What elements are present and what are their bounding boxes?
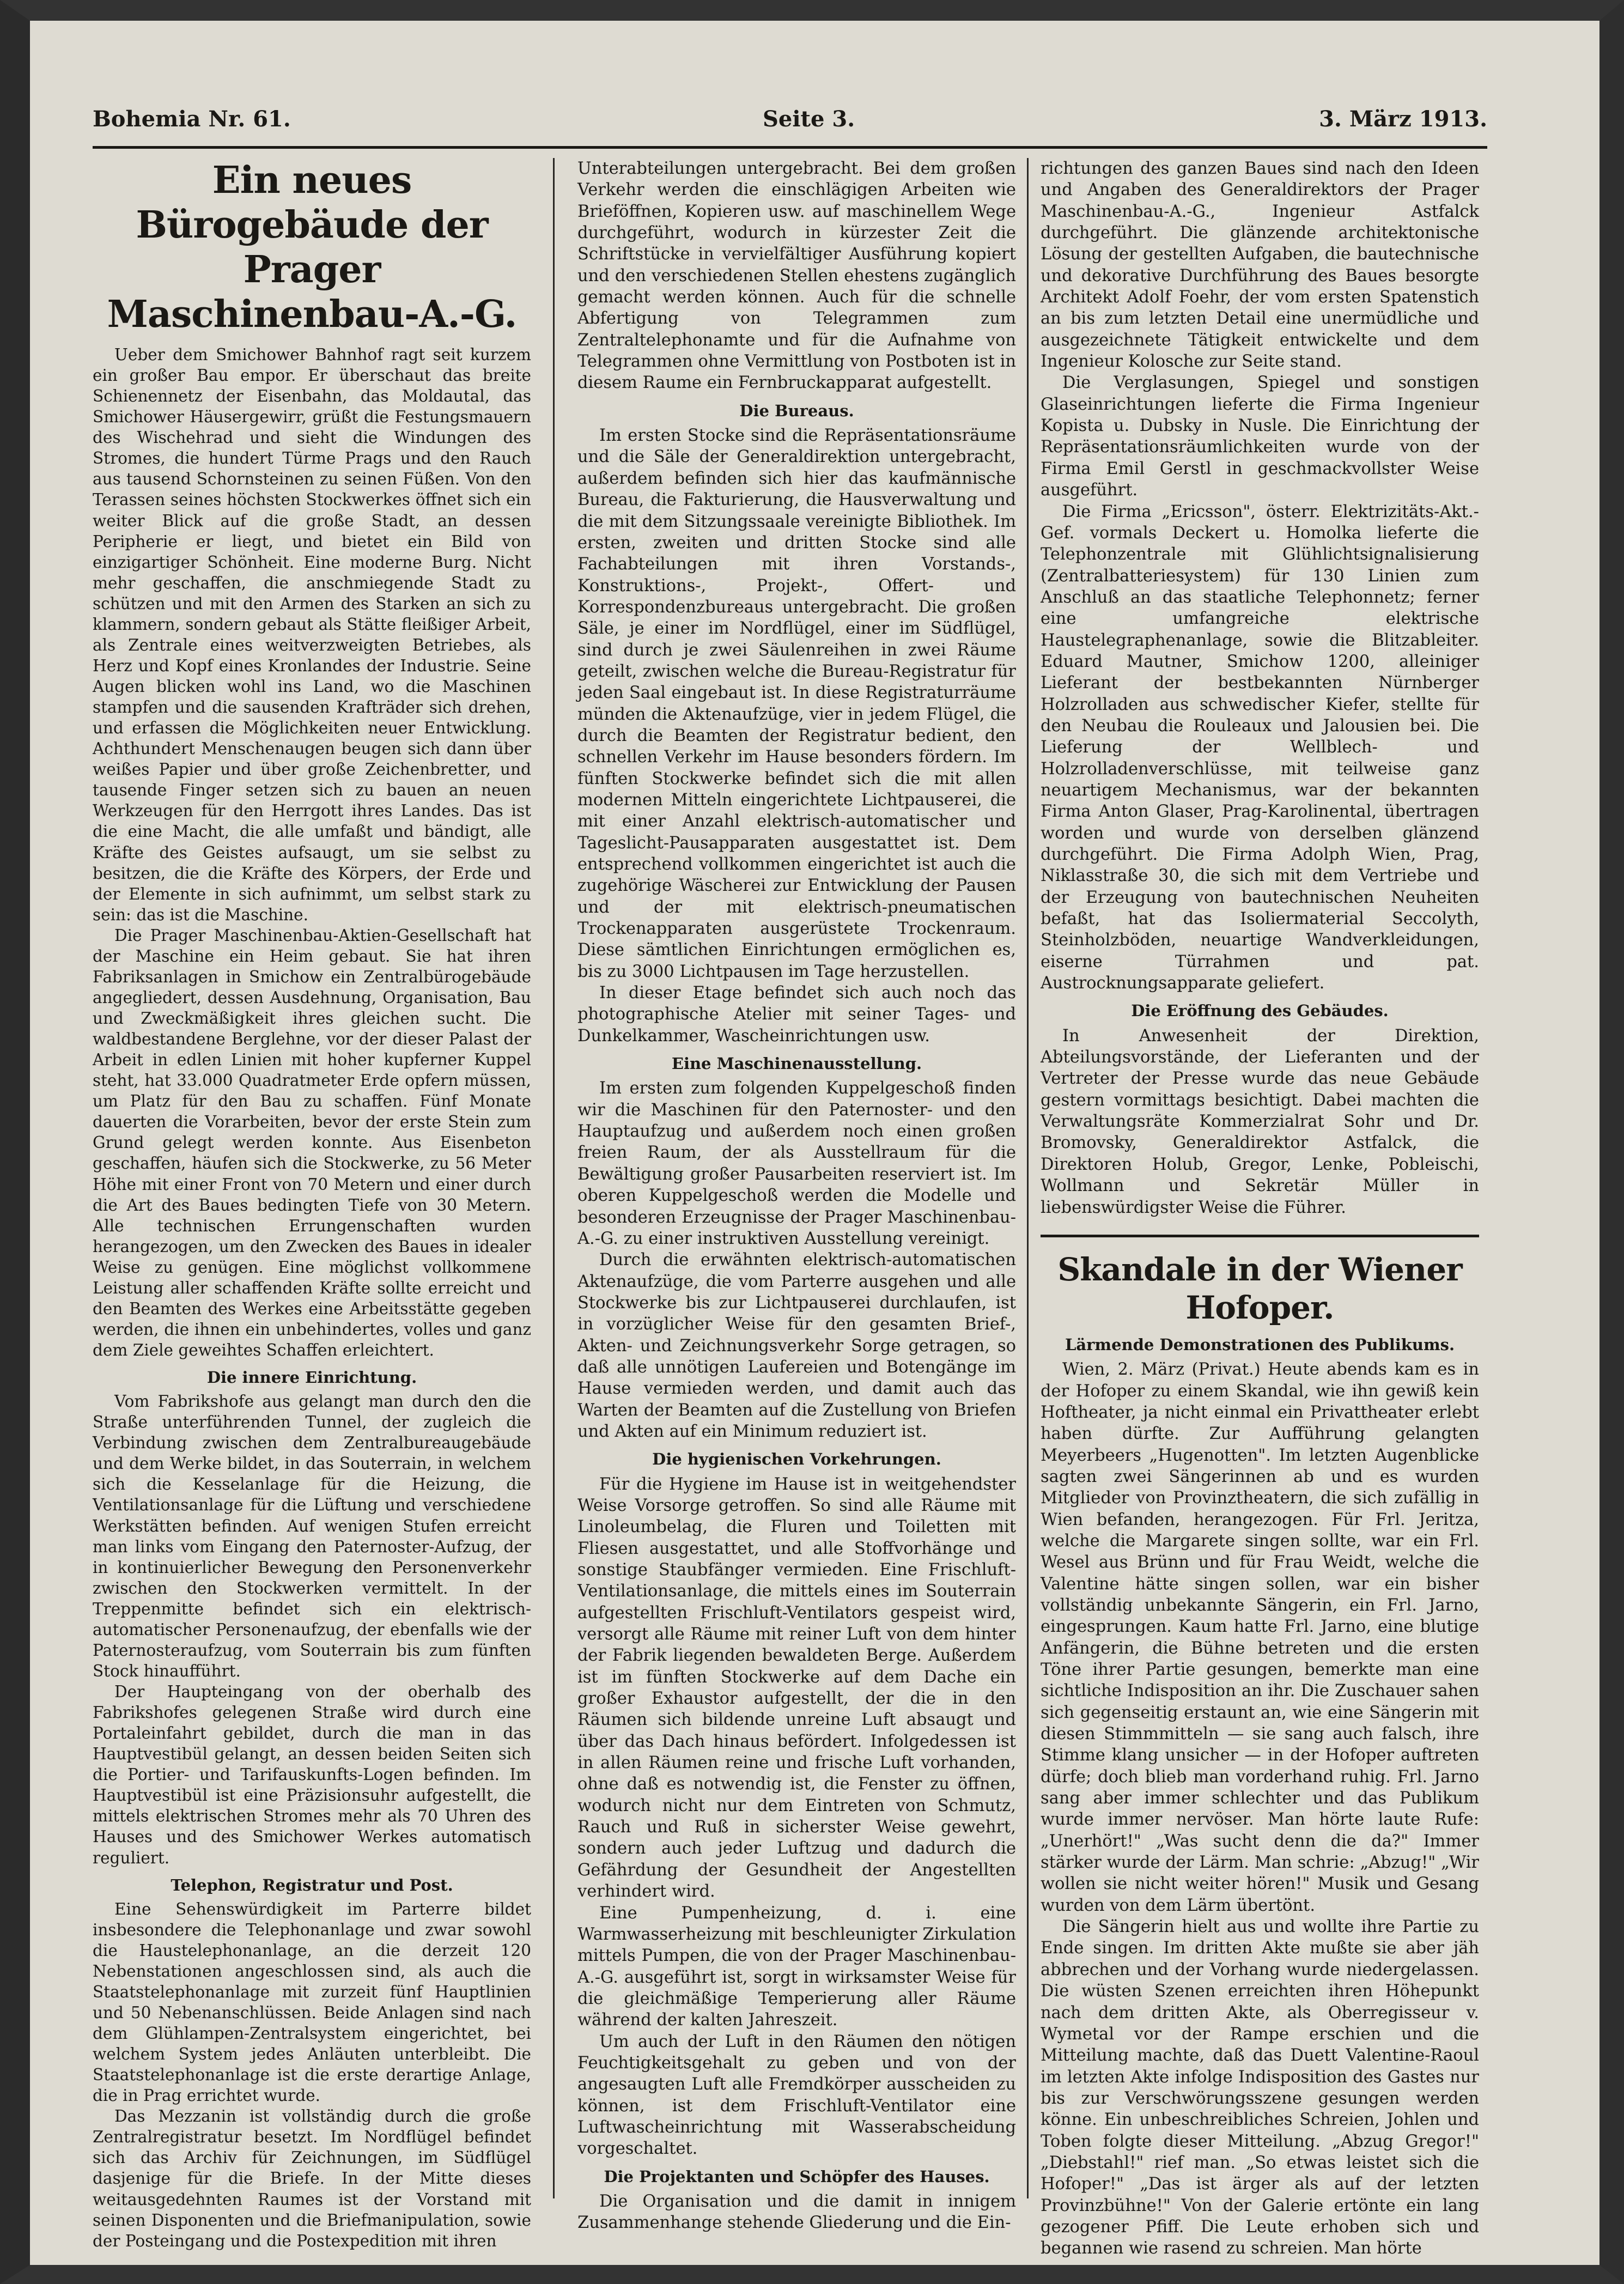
paragraph: In Anwesenheit der Direktion, Abteilungsvorstände, der Lieferanten und der Vertreter der Presse wurde das neue Gebäude gestern vormittags besichtigt. Dabei machten die Verwaltungsräte Kommerzialrat Sohr und Dr. Bromovsky, Generaldirektor Astfalck, die Direktoren Holub, Gregor, Lenke, Pobleischi, Wollmann und Sekretär Müller in liebenswürdigster Weise die Führer. [1041,1026,1479,1217]
paragraph: Eine Pumpenheizung, d. i. eine Warmwasserheizung mit beschleunigter Zirkulation mittels Pumpen, die von der Prager Maschinenbau-A.-G. ausgeführt ist, sorgt in wirksamster Weise für die gleichmäßige Temperierung aller Räume während der kalten Jahreszeit. [577,1903,1016,2030]
paragraph: Die Sängerin hielt aus und wollte ihre Partie zu Ende singen. Im dritten Akte mußte sie aber jäh abbrechen und der Vorhang wurde niedergelassen. Die wüsten Szenen erreichten ihren Höhepunkt nach dem dritten Akte, als Oberregisseur v. Wymetal vor der Rampe erschien und die Mitteilung machte, daß das Duett Valentine-Raoul im letzten Akte infolge Indisposition des Gastes nur bis zur Verschwörungsszene gesungen werden könne. Ein unbeschreibliches Schreien, Johlen und Toben folgte dieser Mitteilung. „Abzug Gregor!" „Diebstahl!" rief man. „So etwas leistet sich die Hofoper!" „Das ist ärger als auf der letzten Provinzbühne!" Von der Galerie ertönte ein lang gezogener Pfiff. Die Leute erhoben sich und begannen wie rasend zu schreien. Man hörte [1041,1917,1479,2258]
paragraph: Der Haupteingang von der oberhalb des Fabrikshofes gelegenen Straße wird durch eine Portaleinfahrt gebildet, durch die man in das Hauptvestibül gelangt, an dessen beiden Seiten sich die Portier- und Tarifauskunfts-Logen befinden. Im Hauptvestibül ist eine Präzisionsuhr aufgestellt, die mittels elektrischen Stromes mehr als 70 Uhren des Hauses und des Smichower Werkes automatisch reguliert. [93,1682,531,1867]
column-1 [93,158,531,2251]
paragraph: Die Verglasungen, Spiegel und sonstigen Glaseinrichtungen lieferte die Firma Ingenieur Kopista u. Dubsky in Nusle. Die Einrichtung der Repräsentationsräumlichkeiten wurde von der Firma Emil Gerstl in geschmackvollster Weise ausgeführt. [1041,373,1479,500]
paragraph: Im ersten Stocke sind die Repräsentationsräume und die Säle der Generaldirektion untergebracht, außerdem befinden sich hier das kaufmännische Bureau, die Fakturierung, die Hausverwaltung und die mit dem Sitzungssaale vereinigte Bibliothek. Im ersten, zweiten und dritten Stocke sind alle Fachabteilungen mit ihren Vorstands-, Konstruktions-, Projekt-, Offert- und Korrespondenzbureaus untergebracht. Die großen Säle, je einer im Nordflügel, einer im Südflügel, sind durch je zwei Säulenreihen in zwei Räume geteilt, zwischen welche die Bureau-Registratur für jeden Saal eingebaut ist. In diese Registraturräume münden die Aktenaufzüge, vier in jedem Flügel, die durch die Beamten der Registratur bedient, den schnellen Verkehr im Hause besonders fördern. Im fünften Stockwerke befindet sich die mit allen modernen Mitteln eingerichtete Lichtpauserei, die mit einer Anzahl elektrisch-automatischer und Tageslicht-Pausapparaten ausgestattet ist. Dem entsprechend vollkommen eingerichtet ist auch die zugehörige Wäscherei zur Entwicklung der Pausen und der mit elektrisch-pneumatischen Trockenapparaten ausgerüstete Trockenraum. Diese sämtlichen Einrichtungen ermöglichen es, bis zu 3000 Lichtpausen im Tage herzustellen. [577,426,1016,981]
paragraph: Um auch der Luft in den Räumen den nötigen Feuchtigkeitsgehalt zu geben und von der angesaugten Luft alle Fremdkörper ausscheiden zu können, ist dem Frischluft-Ventilator eine Luftwascheinrichtung mit Wasserabscheidung vorgeschaltet. [577,2032,1016,2159]
section-heading: Die hygienischen Vorkehrungen. [652,1450,941,1469]
paragraph: Vom Fabrikshofe aus gelangt man durch den die Straße unterführenden Tunnel, der zugleich die Verbindung zwischen dem Zentralbureaugebäude und dem Werke bildet, in das Souterrain, in welchem sich die Kesselanlage für die Heizung, die Ventilationsanlage für die Lüftung und verschiedene Werkstätten befinden. Auf wenigen Stufen erreicht man links vom Eingang den Paternoster-Aufzug, der in kontinuierlicher Bewegung den Personenverkehr zwischen den Stockwerken vermittelt. In der Treppenmitte befindet sich ein elektrisch-automatischer Personenaufzug, der ebenfalls wie der Paternosteraufzug, vom Souterrain bis zum fünften Stock hinaufführt. [93,1392,531,1680]
column-3 [1041,158,1479,2259]
paragraph: Unterabteilungen untergebracht. Bei dem großen Verkehr werden die einschlägigen Arbeiten wie Brieföffnen, Kopieren usw. auf maschinellem Wege durchgeführt, wodurch in kürzester Zeit die Schriftstücke in vervielfältiger Ausführung kopiert und den verschiedenen Stellen ehestens zugänglich gemacht werden können. Auch für die schnelle Abfertigung von Telegrammen zum Zentraltelephonamte und für die Aufnahme von Telegrammen ohne Vermittlung von Postboten ist in diesem Raume ein Fernbruckapparat aufgestellt. [577,159,1016,393]
section-heading: Die Projektanten und Schöpfer des Hauses. [604,2167,990,2186]
paragraph: Wien, 2. März (Privat.) Heute abends kam es in der Hofoper zu einem Skandal, wie ihn gewiß kein Hoftheater, ja nicht einmal ein Privattheater erlebt haben dürfte. Zur Aufführung gelangten Meyerbeers „Hugenotten". Im letzten Augenblicke sagten zwei Sängerinnen ab und es wurden Mitglieder von Provinztheatern, die sich zufällig in Wien befanden, herangezogen. Für Frl. Jeritza, welche die Margarete singen sollte, war ein Frl. Wesel aus Brünn und für Frau Weidt, welche die Valentine hätte singen sollen, war ein bisher vollständig unbekannte Sängerin, ein Frl. Jarno, eingesprungen. Kaum hatte Frl. Jarno, eine blutige Anfängerin, die Bühne betreten und die ersten Töne ihrer Partie gesungen, bemerkte man eine sichtliche Indisposition an ihr. Die Zuschauer sahen sich gegenseitig erstaunt an, wie eine Sängerin mit diesen Stimmmitteln — sie sang auch falsch, ihre Stimme klang unsicher — in der Hofoper auftreten dürfe; doch blieb man vorderhand ruhig. Frl. Jarno sang aber immer schlechter und das Publikum wurde immer nervöser. Man hörte laute Rufe: „Unerhört!" „Was sucht denn die da?" Immer stärker wurde der Lärm. Man schrie: „Abzug!" „Wir wollen sie nicht weiter hören!" Musik und Gesang wurden von dem Lärm übertönt. [1041,1360,1479,1915]
paragraph: Durch die erwähnten elektrisch-automatischen Aktenaufzüge, die vom Parterre ausgehen und alle Stockwerke bis zur Lichtpauserei durchlaufen, ist in vorzüglicher Weise für den gesamten Brief-, Akten- und Zeichnungsverkehr Sorge getragen, so daß alle unnötigen Laufereien und Botengänge im Hause vermieden werden, und damit auch das Warten der Beamten auf die Zustellung von Briefen und Akten auf ein Minimum reduziert ist. [577,1250,1016,1441]
paragraph: Die Firma „Ericsson", österr. Elektrizitäts-Akt.-Gef. vormals Deckert u. Homolka lieferte die Telephonzentrale mit Glühlichtsignalisierung (Zentralbatteriesystem) für 130 Linien zum Anschluß an das staatliche Telephonnetz; ferner eine umfangreiche elektrische Haustelegraphenanlage, sowie die Blitzableiter. Eduard Mautner, Smichow 1200, alleiniger Lieferant der bestbekannten Nürnberger Holzrolladen aus schwedischer Kiefer, stellte für den Neubau die Rouleaux und Jalousien bei. Die Lieferung der Wellblech- und Holzrolladenverschlüsse, mit teilweise ganz neuartigem Mechanismus, war der bekannten Firma Anton Glaser, Prag-Karolinental, übertragen worden und wurde von derselben glänzend durchgeführt. Die Firma Adolph Wien, Prag, Niklasstraße 30, die sich mit dem Vertriebe und der Erzeugung von bautechnischen Neuheiten befaßt, hat das Isoliermaterial Seccolyth, Steinholzböden, neuartige Wandverkleidungen, eiserne Türrahmen und pat. Austrocknungsapparate geliefert. [1041,502,1479,993]
header-issue: Bohemia Nr. 61. [93,106,291,132]
paragraph: Das Mezzanin ist vollständig durch die große Zentralregistratur besetzt. Im Nordflügel befindet sich das Archiv für Zeichnungen, im Südflügel dasjenige für die Briefe. In der Mitte dieses weitausgedehnten Raumes ist der Vorstand mit seinen Disponenten und die Briefmanipulation, sowie der Posteingang und die Postexpedition mit ihren [93,2107,531,2250]
paragraph: Eine Sehenswürdigkeit im Parterre bildet insbesondere die Telephonanlage und zwar sowohl die Haustelephonanlage, an die derzeit 120 Nebenstationen angeschlossen sind, als auch die Staatstelephonanlage mit zurzeit fünf Hauptlinien und 50 Nebenanschlüssen. Beide Anlagen sind nach dem Glühlampen-Zentralsystem eingerichtet, bei welchem System jedes Anläuten unterbleibt. Die Staatstelephonanlage ist die erste derartige Anlage, die in Prag errichtet wurde. [93,1899,531,2105]
section-heading: Eine Maschinenausstellung. [671,1054,922,1073]
article-headline: Skandale in der Wiener Hofoper. [1057,1250,1462,1326]
column-divider-2 [1027,158,1029,2198]
paragraph: Für die Hygiene im Hause ist in weitgehendster Weise Vorsorge getroffen. So sind alle Räume mit Linoleumbelag, die Fluren und Toiletten mit Fliesen ausgestattet, und alle Stoffvorhänge und sonstige Staubfänger vermieden. Eine Frischluft-Ventilationsanlage, die mittels eines im Souterrain aufgestellten Frischluft-Ventilators gespeist wird, versorgt alle Räume mit reiner Luft von dem hinter der Fabrik liegenden bewaldeten Berge. Außerdem ist im fünften Stockwerke auf dem Dache ein großer Exhaustor aufgestellt, der die in den Räumen sich bildende unreine Luft absaugt und über das Dach hinaus befördert. Infolgedessen ist in allen Räumen reine und frische Luft vorhanden, ohne daß es notwendig ist, die Fenster zu öffnen, wodurch nicht nur dem Eintreten von Schmutz, Rauch und Ruß in sicherster Weise gewehrt, sondern auch jeder Luftzug und dadurch die Gefährdung der Gesundheit der Angestellten verhindert wird. [577,1474,1016,1902]
paragraph: Die Prager Maschinenbau-Aktien-Gesellschaft hat der Maschine ein Heim gebaut. Sie hat ihren Fabriksanlagen in Smichow ein Zentralbürogebäude angegliedert, dessen Ausdehnung, Organisation, Bau und Zweckmäßigkeit ihres gleichen sucht. Die waldbestandene Berglehne, vor der dieser Palast der Arbeit in edlen Linien mit hoher kupferner Kuppel steht, hat 33.000 Quadratmeter Erde opfern müssen, um Platz für den Bau zu schaffen. Fünf Monate dauerten die Vorarbeiten, bevor der erste Stein zum Grund gelegt werden konnte. Aus Eisenbeton geschaffen, häufen sich die Stockwerke, zu 56 Meter Höhe mit einer Front von 70 Metern und einer durch die Art des Baues bedingten Tiefe von 30 Metern. Alle technischen Errungenschaften wurden herangezogen, um den Zwecken des Baues in idealer Weise zu genügen. Eine möglichst vollkommene Leistung aller schaffenden Kräfte sollte erreicht und den Beamten des Werkes eine Arbeitsstätte gegeben werden, die ihnen ein unbehindertes, volles und ganz dem Ziele geweihtes Schaffen erleichtert. [93,926,531,1359]
article-headline: Ein neues Bürogebäude der Prager Maschinenbau-A.-G. [107,159,517,336]
header-rule [93,146,1487,149]
paragraph: Im ersten zum folgenden Kuppelgeschoß finden wir die Maschinen für den Paternoster- und den Hauptaufzug und außerdem noch einen großen freien Raum, der als Ausstellraum für die Bewältigung großer Pausarbeiten reserviert ist. Im oberen Kuppelgeschoß werden die Modelle und besonderen Erzeugnisse der Prager Maschinenbau-A.-G. zu einer instruktiven Ausstellung vereinigt. [577,1079,1016,1248]
paragraph: richtungen des ganzen Baues sind nach den Ideen und Angaben des Generaldirektors der Prager Maschinenbau-A.-G., Ingenieur Astfalck durchgeführt. Die glänzende architektonische Lösung der gestellten Aufgaben, die bautechnische und dekorative Durchführung des Baues besorgte Architekt Adolf Foehr, der vom ersten Spatenstich an bis zum letzten Detail eine unermüdliche und ausgezeichnete Tätigkeit entwickelte und dem Ingenieur Kolosche zur Seite stand. [1041,159,1479,372]
paragraph: Die Organisation und die damit in innigem Zusammenhange stehende Gliederung und die Ein- [577,2191,1016,2233]
column-divider-1 [553,158,555,2198]
column-2 [577,158,1016,2234]
paragraph: In dieser Etage befindet sich auch noch das photographische Atelier mit seiner Tages- und Dunkelkammer, Wascheinrichtungen usw. [577,983,1016,1046]
section-heading: Die Eröffnung des Gebäudes. [1131,1001,1389,1020]
paragraph: Ueber dem Smichower Bahnhof ragt seit kurzem ein großer Bau empor. Er überschaut das breite Schienennetz der Eisenbahn, das Moldautal, das Smichower Häusergewirr, grüßt die Festungsmauern des Wischehrad und sieht die Windungen des Stromes, die hundert Türme Prags und den Rauch aus tausend Schornsteinen zu seinen Füßen. Von den Terassen seines höchsten Stockwerkes öffnet sich ein weiter Blick auf die große Stadt, an dessen Peripherie er liegt, und bietet ein Bild von einzigartiger Schönheit. Eine moderne Burg. Nicht mehr geschaffen, die anschmiegende Stadt zu schützen und mit den Armen des Starken an sich zu klammern, sondern gebaut als Stätte fleißiger Arbeit, als Zentrale eines weitverzweigten Betriebes, als Herz und Kopf eines Kronlandes der Industrie. Seine Augen blicken wohl ins Land, wo die Maschinen stampfen und die sausenden Krafträder sich drehen, und erfassen die Möglichkeiten neuer Entwicklung. Achthundert Menschenaugen beugen sich dann über weißes Papier und über große Zeichenbretter, und tausende Finger setzen sich zu bauen an neuen Werkzeugen für den Herrgott ihres Landes. Das ist die eine Macht, die alle umfaßt und bändigt, alle Kräfte des Geistes aufsaugt, um sie selbst zu besitzen, die die Kräfte des Körpers, der Erde und der Elemente in sich aufnimmt, um selbst stark zu sein: das ist die Maschine. [93,345,531,924]
header-page-number: Seite 3. [763,106,855,132]
section-heading: Telephon, Registratur und Post. [171,1875,453,1894]
section-heading: Die innere Einrichtung. [206,1368,417,1387]
article-separator [1041,1235,1479,1237]
page-header [93,106,1487,144]
header-date: 3. März 1913. [1319,106,1487,132]
article-subheading: Lärmende Demonstrationen des Publikums. [1065,1335,1455,1354]
section-heading: Die Bureaus. [739,401,854,420]
